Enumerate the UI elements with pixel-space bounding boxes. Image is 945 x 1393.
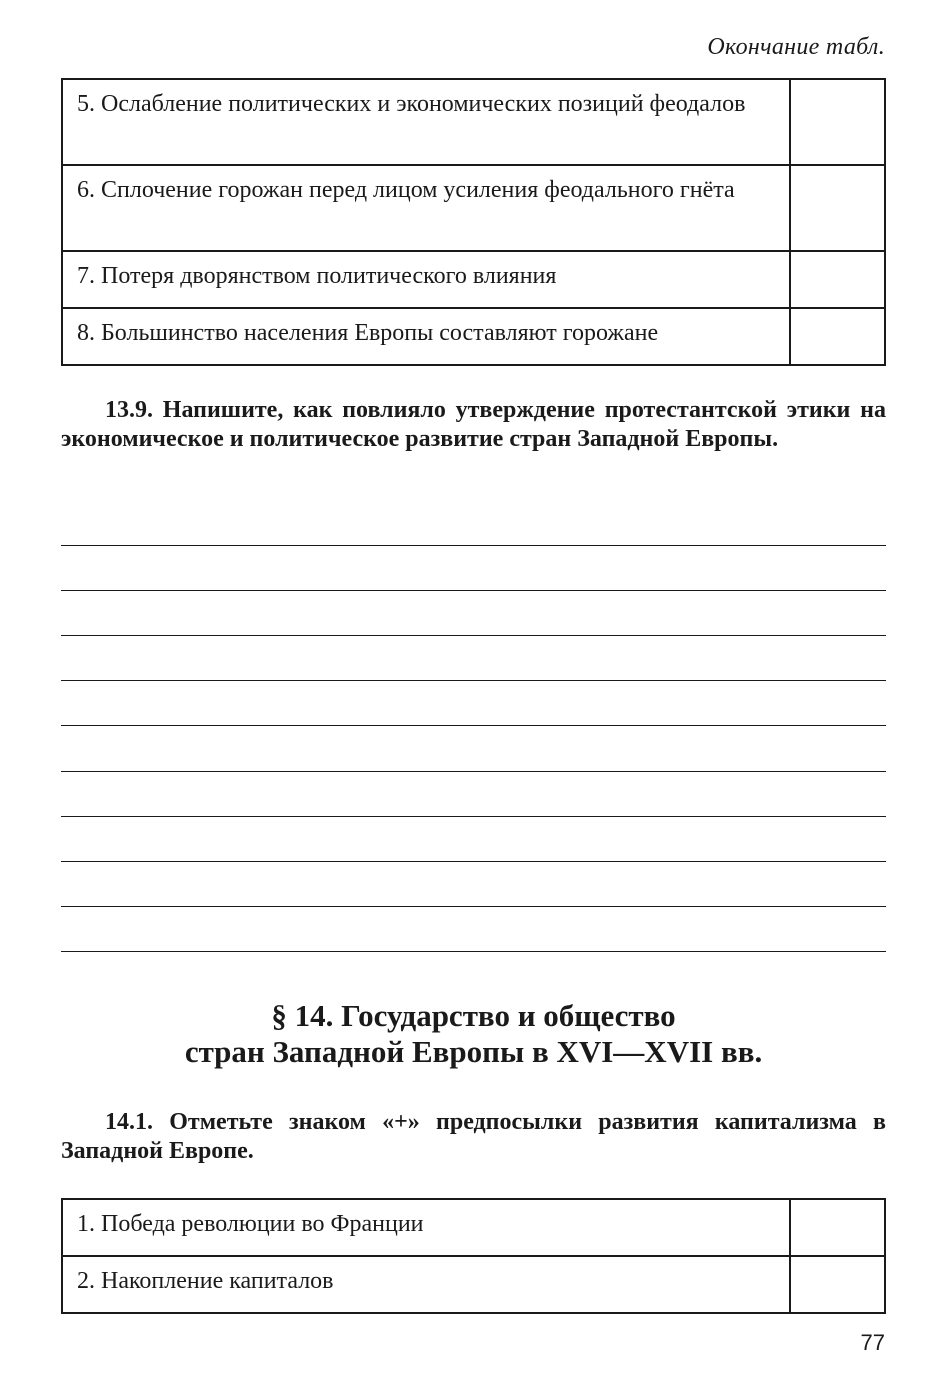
answer-line[interactable] (61, 861, 886, 862)
section-title-line: стран Западной Европы в XVI—XVII вв. (184, 1034, 763, 1069)
table-row (62, 79, 885, 165)
answer-line[interactable] (61, 771, 886, 772)
statement-cell: 5. Ослабление политических и экономических позиций феодалов (62, 79, 790, 165)
answer-line[interactable] (61, 635, 886, 636)
statements-table-continued (61, 78, 886, 366)
answer-mark-cell[interactable] (790, 251, 885, 308)
table-continuation-label: Окончание табл. (707, 34, 885, 60)
statement-cell: 8. Большинство населения Европы составляют горожане (62, 308, 790, 365)
section-14-title (61, 998, 886, 1070)
answer-mark-cell[interactable] (790, 308, 885, 365)
table-row (62, 251, 885, 308)
answer-line[interactable] (61, 680, 886, 681)
answer-line[interactable] (61, 590, 886, 591)
answer-line[interactable] (61, 725, 886, 726)
answer-line[interactable] (61, 816, 886, 817)
page-number: 77 (860, 1330, 885, 1355)
answer-line[interactable] (61, 951, 886, 952)
answer-mark-cell[interactable] (790, 79, 885, 165)
answer-mark-cell[interactable] (790, 165, 885, 251)
prerequisites-table (61, 1198, 886, 1314)
answer-line[interactable] (61, 545, 886, 546)
statement-cell: 6. Сплочение горожан перед лицом усиления феодального гнёта (62, 165, 790, 251)
table-row (62, 1256, 885, 1313)
statement-cell: 7. Потеря дворянством политического влияния (62, 251, 790, 308)
task-14-1-prompt: 14.1. Отметьте знаком «+» предпосылки развития капитализма в Западной Европе. (61, 1109, 886, 1164)
section-title-line: § 14. Государство и общество (271, 998, 676, 1033)
table-row (62, 165, 885, 251)
task-13-9-prompt: 13.9. Напишите, как повлияло утверждение протестантской этики на экономическое и политическое развитие стран Западной Европы. (61, 397, 886, 452)
statement-cell: 2. Накопление капиталов (62, 1256, 790, 1313)
answer-mark-cell[interactable] (790, 1199, 885, 1256)
table-row (62, 1199, 885, 1256)
statement-cell: 1. Победа революции во Франции (62, 1199, 790, 1256)
answer-line[interactable] (61, 906, 886, 907)
answer-mark-cell[interactable] (790, 1256, 885, 1313)
table-row (62, 308, 885, 365)
